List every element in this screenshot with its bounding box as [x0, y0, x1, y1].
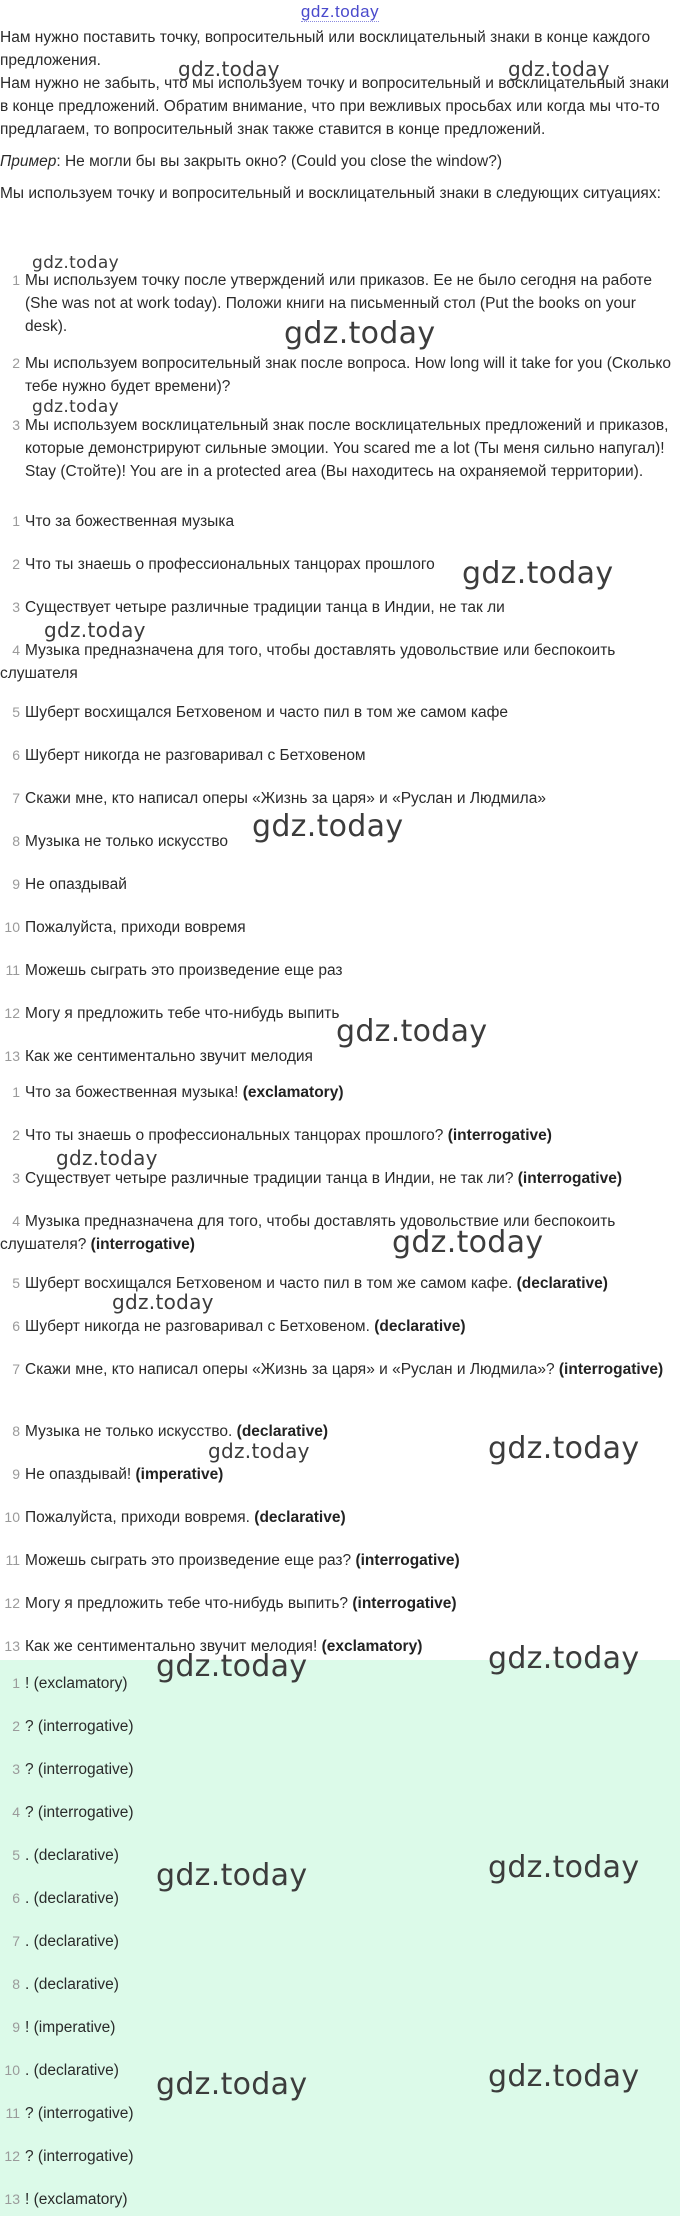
site-brand-link[interactable]: gdz.today [300, 2, 380, 21]
item-number: 10 [4, 1509, 20, 1525]
item-number: 13 [4, 1048, 20, 1064]
item-number: 7 [12, 1933, 20, 1949]
solution-sentence: Что ты знаешь о профессиональных танцорах прошлого? [25, 1127, 448, 1144]
answer-text: ! (imperative) [25, 2019, 116, 2036]
rule-text: Мы используем восклицательный знак после восклицательных предложений и приказов, которые демонстрируют сильные эмоции. You scared me a lot (Ты меня сильно напугал)! Stay (Стойте)! You are in a protected area (Вы находитесь на охраняемой территории). [25, 417, 669, 480]
rule-number: 2 [12, 355, 20, 371]
item-number: 3 [12, 599, 20, 615]
answer-text: ? (interrogative) [25, 1804, 134, 1821]
rule-number: 3 [12, 417, 20, 433]
solution-mark: (interrogative) [558, 1361, 664, 1378]
answer-text: ? (interrogative) [25, 2105, 134, 2122]
item-number: 9 [12, 1466, 20, 1482]
solution-mark: (interrogative) [352, 1595, 457, 1612]
rule-number: 1 [12, 272, 20, 288]
answer-text: . (declarative) [25, 1890, 119, 1907]
item-number: 4 [12, 1804, 20, 1820]
watermark: gdz.today [178, 57, 280, 81]
solution-mark: (interrogative) [90, 1236, 195, 1253]
example-line [0, 150, 670, 173]
answer-text: . (declarative) [25, 2062, 119, 2079]
example-label: Пример [0, 153, 57, 170]
item-number: 1 [12, 1084, 20, 1100]
item-number: 2 [12, 556, 20, 572]
solution-sentence: Шуберт никогда не разговаривал с Бетховеном. [25, 1318, 375, 1335]
item-number: 7 [12, 790, 20, 806]
solution-sentence: Не опаздывай! [25, 1466, 136, 1483]
item-number: 9 [12, 2019, 20, 2035]
answer-text: ? (interrogative) [25, 1761, 134, 1778]
watermark: gdz.today [488, 1431, 640, 1466]
watermark: gdz.today [56, 1146, 158, 1170]
item-number: 11 [5, 1552, 20, 1568]
watermark: gdz.today [252, 809, 404, 844]
solution-sentence: Как же сентиментально звучит мелодия! [25, 1638, 322, 1655]
item-number: 11 [5, 962, 20, 978]
solution-mark: (exclamatory) [242, 1084, 344, 1101]
item-number: 5 [12, 1275, 20, 1291]
item-number: 5 [12, 1847, 20, 1863]
task-sentence: Что ты знаешь о профессиональных танцорах прошлого [25, 556, 435, 573]
watermark: gdz.today [112, 1290, 214, 1314]
solution-mark: (interrogative) [355, 1552, 460, 1569]
intro-paragraph-2: Нам нужно не забыть, что мы используем точку и вопросительный и восклицательный знаки в конце предложений. Обратим внимание, что при вежливых просьбах или когда мы что-то предлагаем, то вопросительный знак также ставится в конце предложений. [0, 75, 670, 138]
solution-sentence: Музыка не только искусство. [25, 1423, 237, 1440]
solution-mark: (interrogative) [517, 1170, 622, 1187]
solution-sentence: Что за божественная музыка! [25, 1084, 243, 1101]
task-sentence: Пожалуйста, приходи вовремя [25, 919, 246, 936]
item-number: 9 [12, 876, 20, 892]
answer-text: . (declarative) [25, 1976, 119, 1993]
item-number: 4 [12, 1213, 20, 1229]
task-sentence: Могу я предложить тебе что-нибудь выпить [25, 1005, 340, 1022]
task-sentence: Существует четыре различные традиции танца в Индии, не так ли [25, 599, 505, 616]
item-number: 12 [4, 1005, 20, 1021]
task-sentence: Можешь сыграть это произведение еще раз [25, 962, 343, 979]
watermark: gdz.today [336, 1014, 488, 1049]
task-sentence: Что за божественная музыка [25, 513, 235, 530]
item-number: 2 [12, 1127, 20, 1143]
item-number: 3 [12, 1761, 20, 1777]
task-sentence: Скажи мне, кто написал оперы «Жизнь за царя» и «Руслан и Людмила» [25, 790, 546, 807]
task-sentence: Как же сентиментально звучит мелодия [25, 1048, 313, 1065]
item-number: 13 [4, 2191, 20, 2207]
solution-sentence: Можешь сыграть это произведение еще раз? [25, 1552, 356, 1569]
watermark: gdz.today [156, 1649, 308, 1684]
watermark: gdz.today [44, 618, 146, 642]
task-sentence: Музыка не только искусство [25, 833, 229, 850]
solution-sentence: Скажи мне, кто написал оперы «Жизнь за царя» и «Руслан и Людмила»? [25, 1361, 559, 1378]
item-number: 1 [12, 1675, 20, 1691]
solution-mark: (interrogative) [447, 1127, 552, 1144]
item-number: 1 [12, 513, 20, 529]
item-number: 6 [12, 1318, 20, 1334]
solution-sentence: Шуберт восхищался Бетховеном и часто пил в том же самом кафе. [25, 1275, 517, 1292]
solution-sentence: Существует четыре различные традиции танца в Индии, не так ли? [25, 1170, 518, 1187]
item-number: 6 [12, 1890, 20, 1906]
item-number: 8 [12, 833, 20, 849]
watermark: gdz.today [488, 1850, 640, 1885]
item-number: 2 [12, 1718, 20, 1734]
solution-mark: (exclamatory) [321, 1638, 423, 1655]
answer-text: ? (interrogative) [25, 2148, 134, 2165]
rule-text: Мы используем точку после утверждений или приказов. Ее не было сегодня на работе (She was not at work today). Положи книги на письменный стол (Put the books on your desk). [25, 272, 652, 335]
solution-mark: (declarative) [254, 1509, 346, 1526]
solution-mark: (declarative) [516, 1275, 608, 1292]
item-number: 3 [12, 1170, 20, 1186]
answers-panel [0, 1660, 680, 2216]
answer-text: ! (exclamatory) [25, 1675, 128, 1692]
watermark: gdz.today [208, 1439, 310, 1463]
item-number: 6 [12, 747, 20, 763]
rule-text: Мы используем вопросительный знак после вопроса. How long will it take for you (Сколько тебе нужно будет времени)? [25, 355, 671, 395]
answer-text: ? (interrogative) [25, 1718, 134, 1735]
solution-sentence: Пожалуйста, приходи вовремя. [25, 1509, 255, 1526]
watermark: gdz.today [488, 1641, 640, 1676]
solution-sentence: Могу я предложить тебе что-нибудь выпить? [25, 1595, 353, 1612]
watermark: gdz.today [32, 253, 119, 273]
item-number: 5 [12, 704, 20, 720]
watermark: gdz.today [488, 2059, 640, 2094]
solution-sentence: Музыка предназначена для того, чтобы доставлять удовольствие или беспокоить слушателя? [0, 1213, 616, 1253]
item-number: 12 [4, 1595, 20, 1611]
task-sentence: Не опаздывай [25, 876, 127, 893]
item-number: 10 [4, 2062, 20, 2078]
item-number: 4 [12, 642, 20, 658]
intro-paragraph-1: Нам нужно поставить точку, вопросительный или восклицательный знаки в конце каждого предложения. [0, 29, 651, 69]
item-number: 11 [5, 2105, 20, 2121]
watermark: gdz.today [392, 1225, 544, 1260]
item-number: 13 [4, 1638, 20, 1654]
example-text: : Не могли бы вы закрыть окно? (Could you close the window?) [56, 153, 503, 170]
answer-text: ! (exclamatory) [25, 2191, 128, 2208]
intro-block [0, 26, 670, 205]
solution-mark: (imperative) [135, 1466, 224, 1483]
item-number: 8 [12, 1976, 20, 1992]
intro-paragraph-3: Мы используем точку и вопросительный и восклицательный знаки в следующих ситуациях: [0, 185, 661, 202]
task-sentence: Шуберт восхищался Бетховеном и часто пил в том же самом кафе [25, 704, 508, 721]
item-number: 7 [12, 1361, 20, 1377]
watermark: gdz.today [156, 1858, 308, 1893]
watermark: gdz.today [156, 2067, 308, 2102]
watermark: gdz.today [32, 397, 119, 417]
task-sentence: Музыка предназначена для того, чтобы доставлять удовольствие или беспокоить слушателя [0, 642, 616, 682]
answer-text: . (declarative) [25, 1847, 119, 1864]
watermark: gdz.today [284, 316, 436, 351]
item-number: 8 [12, 1423, 20, 1439]
item-number: 12 [4, 2148, 20, 2164]
watermark: gdz.today [508, 57, 610, 81]
watermark: gdz.today [462, 556, 614, 591]
task-sentence: Шуберт никогда не разговаривал с Бетховеном [25, 747, 366, 764]
answer-text: . (declarative) [25, 1933, 119, 1950]
item-number: 10 [4, 919, 20, 935]
solution-mark: (declarative) [236, 1423, 328, 1440]
solution-mark: (declarative) [374, 1318, 466, 1335]
